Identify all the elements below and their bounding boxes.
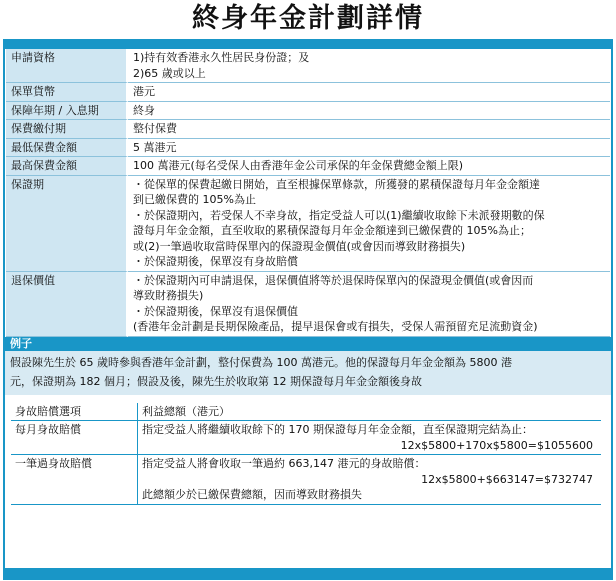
panel-bottom-bar <box>5 568 611 578</box>
example-row-value <box>138 421 602 455</box>
plan-row-value <box>128 120 610 139</box>
example-row-value <box>138 455 602 505</box>
plan-value-line: 2)65 歲或以上 <box>133 66 206 80</box>
example-value-line: 指定受益人將會收取一筆過約 663,147 港元的身故賠償： <box>142 457 426 470</box>
plan-value-line: 1)持有效香港永久性居民身份證；及 <box>133 51 310 64</box>
plan-value-line: 終身 <box>133 103 155 117</box>
plan-row-value <box>128 157 610 176</box>
plan-row-label: 保障年期 / 入息期 <box>6 102 128 121</box>
plan-value-line: 證每月年金金額，直至收取的累積保證每月年金金額達到已繳保費的 105%為止； <box>133 224 531 237</box>
example-value-line: 12x$5800+170x$5800=$1055600 <box>400 438 593 452</box>
example-row-label: 身故賠償選項 <box>11 403 138 421</box>
plan-value-line: 導致財務損失) <box>133 289 204 302</box>
plan-row-value <box>128 139 610 158</box>
plan-row <box>6 102 610 121</box>
plan-row-label: 保證期 <box>6 176 128 272</box>
plan-row-label: 申請資格 <box>6 49 128 83</box>
plan-row <box>6 139 610 158</box>
plan-row-value <box>128 102 610 121</box>
plan-row-label: 最高保費金額 <box>6 157 128 176</box>
plan-value-line: ・於保證期內，若受保人不幸身故，指定受益人可以(1)繼續收取餘下未派發期數的保 <box>133 208 545 222</box>
plan-row-value <box>128 272 610 337</box>
plan-row-label: 最低保費金額 <box>6 139 128 158</box>
example-row-label: 一筆過身故賠償 <box>11 455 138 505</box>
plan-value-line: 100 萬港元(每名受保人由香港年金公司承保的年金保費總金額上限) <box>133 159 464 172</box>
plan-value-line: ・從保單的保費起繳日開始，直至根據保單條款，所獲發的累積保證每月年金金額達 <box>133 177 540 191</box>
plan-value-line: ・於保證期後，保單沒有身故賠償 <box>133 255 298 268</box>
example-value-line: 利益總額（港元） <box>142 404 230 418</box>
example-intro-line: 假設陳先生於 65 歲時參與香港年金計劃，整付保費為 100 萬港元。他的保證每月年金金額為 5800 港 <box>10 355 512 369</box>
plan-row-label: 退保價值 <box>6 272 128 337</box>
example-intro-line: 元，保證期為 182 個月；假設及後，陳先生於收取第 12 期保證每月年金金額後身故 <box>10 374 422 388</box>
example-intro <box>5 351 611 395</box>
plan-value-line: (香港年金計劃是長期保險產品，提早退保會或有損失，受保人需預留充足流動資金) <box>133 320 538 333</box>
plan-row-value <box>128 49 610 83</box>
example-table <box>11 403 601 505</box>
page-title: 終身年金計劃詳情 <box>192 3 424 34</box>
example-value-line: 12x$5800+$663147=$732747 <box>421 472 593 486</box>
plan-row <box>6 49 610 83</box>
plan-row-label: 保單貨幣 <box>6 83 128 102</box>
panel-top-bar <box>5 41 611 49</box>
example-value-line: 此總額少於已繳保費總額，因而導致財務損失 <box>142 488 362 501</box>
plan-value-line: 5 萬港元 <box>133 140 177 154</box>
plan-row <box>6 176 610 272</box>
example-row-value <box>138 403 602 421</box>
example-row-label: 每月身故賠償 <box>11 421 138 455</box>
plan-value-line: 港元 <box>133 85 155 98</box>
plan-value-line: 整付保費 <box>133 122 177 135</box>
example-value-line: 指定受益人將繼續收取餘下的 170 期保證每月年金金額，直至保證期完結為止： <box>142 423 533 436</box>
plan-row-value <box>128 83 610 102</box>
plan-value-line: ・於保證期後，保單沒有退保價值 <box>133 304 298 318</box>
example-row <box>11 421 601 455</box>
plan-value-line: 到已繳保費的 105%為止 <box>133 193 256 206</box>
plan-row <box>6 83 610 102</box>
plan-value-line: ・於保證期內可申請退保，退保價值將等於退保時保單內的保證現金價值(或會因而 <box>133 273 534 287</box>
plan-row <box>6 272 610 337</box>
plan-details-panel <box>3 39 613 580</box>
plan-value-line: 或(2)一筆過收取當時保單內的保證現金價值(或會因而導致財務損失) <box>133 239 466 253</box>
plan-details-table <box>6 49 610 337</box>
example-row <box>11 403 601 421</box>
plan-row-label: 保費繳付期 <box>6 120 128 139</box>
plan-row-value <box>128 176 610 272</box>
example-heading: 例子 <box>5 337 611 351</box>
plan-row <box>6 157 610 176</box>
plan-row <box>6 120 610 139</box>
example-row <box>11 455 601 505</box>
